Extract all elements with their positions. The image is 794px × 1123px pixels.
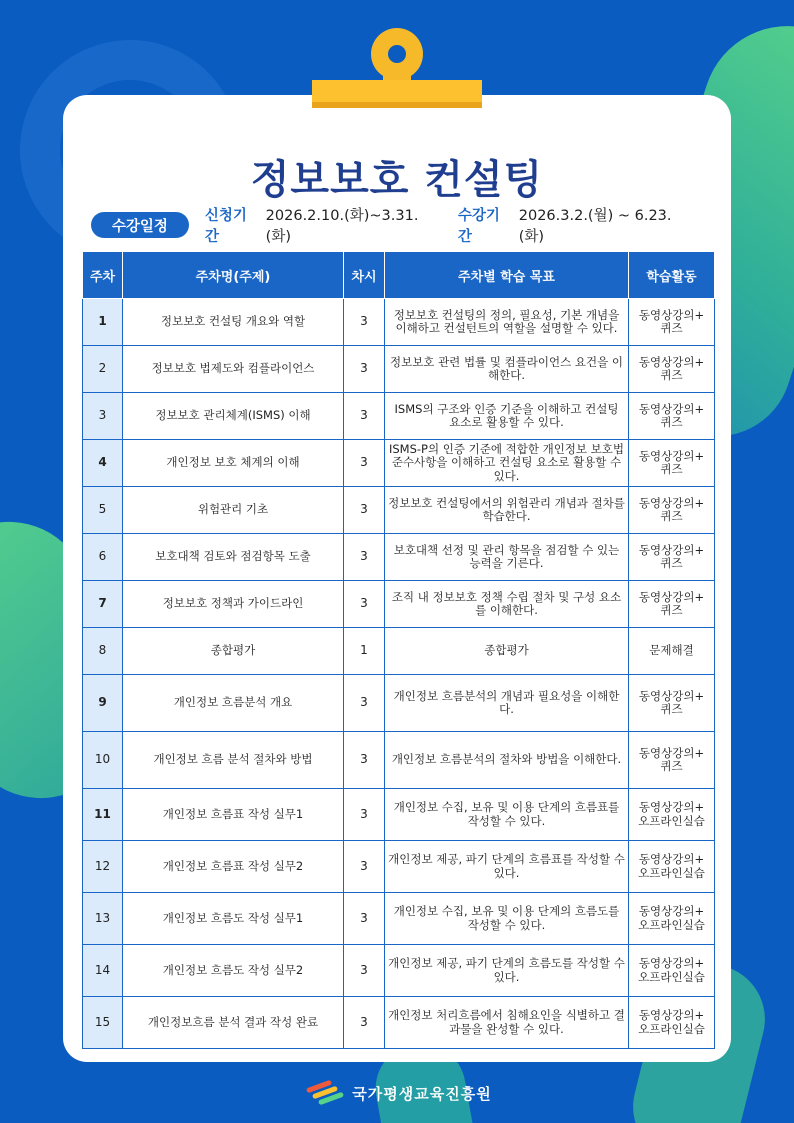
table-row xyxy=(83,393,715,440)
topic-cell: 정보보호 컨설팅 개요와 역할 xyxy=(123,299,344,346)
header-goal: 주차별 학습 목표 xyxy=(385,252,629,299)
table-row xyxy=(83,346,715,393)
table-row xyxy=(83,841,715,893)
table-row xyxy=(83,534,715,581)
activity-cell: 동영상강의+ 퀴즈 xyxy=(629,487,715,534)
topic-cell: 위험관리 기초 xyxy=(123,487,344,534)
goal-cell: ISMS-P의 인증 기준에 적합한 개인정보 보호법 준수사항을 이해하고 컨설팅 요소로 활용할 수 있다. xyxy=(385,440,629,487)
goal-cell: 개인정보 처리흐름에서 침해요인을 식별하고 결과물을 완성할 수 있다. xyxy=(385,997,629,1049)
activity-cell: 동영상강의+ 오프라인실습 xyxy=(629,789,715,841)
activity-cell: 동영상강의+ 퀴즈 xyxy=(629,346,715,393)
week-cell: 14 xyxy=(83,945,123,997)
table-row xyxy=(83,945,715,997)
activity-cell: 동영상강의+ 퀴즈 xyxy=(629,440,715,487)
hours-cell: 3 xyxy=(344,675,385,732)
header-activity: 학습활동 xyxy=(629,252,715,299)
hours-cell: 3 xyxy=(344,732,385,789)
topic-cell: 정보보호 법제도와 컴플라이언스 xyxy=(123,346,344,393)
course-period-label: 수강기간 xyxy=(457,208,500,245)
week-cell: 6 xyxy=(83,534,123,581)
page-title: 정보보호 컨설팅 xyxy=(250,157,544,203)
table-row xyxy=(83,675,715,732)
organization-logo-icon xyxy=(302,1082,346,1104)
hours-cell: 3 xyxy=(344,581,385,628)
goal-cell: 개인정보 수집, 보유 및 이용 단계의 흐름표를 작성할 수 있다. xyxy=(385,789,629,841)
goal-cell: ISMS의 구조와 인증 기준을 이해하고 컨설팅 요소로 활용할 수 있다. xyxy=(385,393,629,440)
topic-cell: 개인정보 흐름표 작성 실무2 xyxy=(123,841,344,893)
week-cell: 15 xyxy=(83,997,123,1049)
goal-cell: 개인정보 제공, 파기 단계의 흐름표를 작성할 수 있다. xyxy=(385,841,629,893)
week-cell: 10 xyxy=(83,732,123,789)
topic-cell: 개인정보흐름 분석 결과 작성 완료 xyxy=(123,997,344,1049)
hours-cell: 3 xyxy=(344,393,385,440)
curriculum-table xyxy=(82,251,715,1049)
week-cell: 3 xyxy=(83,393,123,440)
schedule-info xyxy=(91,208,711,245)
week-cell: 12 xyxy=(83,841,123,893)
goal-cell: 개인정보 흐름분석의 절차와 방법을 이해한다. xyxy=(385,732,629,789)
activity-cell: 동영상강의+ 오프라인실습 xyxy=(629,841,715,893)
activity-cell: 동영상강의+ 퀴즈 xyxy=(629,675,715,732)
hours-cell: 3 xyxy=(344,534,385,581)
topic-cell: 종합평가 xyxy=(123,628,344,675)
activity-cell: 동영상강의+ 퀴즈 xyxy=(629,581,715,628)
activity-cell: 동영상강의+ 오프라인실습 xyxy=(629,997,715,1049)
topic-cell: 보호대책 검토와 점검항목 도출 xyxy=(123,534,344,581)
hours-cell: 3 xyxy=(344,789,385,841)
table-row xyxy=(83,487,715,534)
week-cell: 8 xyxy=(83,628,123,675)
goal-cell: 개인정보 수집, 보유 및 이용 단계의 흐름도를 작성할 수 있다. xyxy=(385,893,629,945)
week-cell: 11 xyxy=(83,789,123,841)
hours-cell: 3 xyxy=(344,841,385,893)
table-row xyxy=(83,997,715,1049)
apply-period-label: 신청기간 xyxy=(204,208,247,245)
apply-period-value: 2026.2.10.(화)~3.31.(화) xyxy=(265,208,419,245)
hours-cell: 3 xyxy=(344,346,385,393)
schedule-badge: 수강일정 xyxy=(91,212,189,238)
header-topic: 주차명(주제) xyxy=(123,252,344,299)
week-cell: 1 xyxy=(83,299,123,346)
goal-cell: 개인정보 흐름분석의 개념과 필요성을 이해한다. xyxy=(385,675,629,732)
table-row xyxy=(83,581,715,628)
activity-cell: 문제해결 xyxy=(629,628,715,675)
topic-cell: 정보보호 관리체계(ISMS) 이해 xyxy=(123,393,344,440)
activity-cell: 동영상강의+ 퀴즈 xyxy=(629,534,715,581)
hours-cell: 3 xyxy=(344,487,385,534)
goal-cell: 정보보호 컨설팅의 정의, 필요성, 기본 개념을 이해하고 컨설턴트의 역할을 설명할 수 있다. xyxy=(385,299,629,346)
activity-cell: 동영상강의+ 퀴즈 xyxy=(629,732,715,789)
week-cell: 9 xyxy=(83,675,123,732)
table-row xyxy=(83,893,715,945)
table-row xyxy=(83,628,715,675)
clipboard-clip-bar xyxy=(312,80,482,108)
course-period-value: 2026.3.2.(월) ~ 6.23.(화) xyxy=(518,208,672,245)
week-cell: 7 xyxy=(83,581,123,628)
table-row xyxy=(83,299,715,346)
hours-cell: 3 xyxy=(344,997,385,1049)
week-cell: 5 xyxy=(83,487,123,534)
topic-cell: 개인정보 흐름표 작성 실무1 xyxy=(123,789,344,841)
hours-cell: 3 xyxy=(344,440,385,487)
topic-cell: 개인정보 흐름분석 개요 xyxy=(123,675,344,732)
topic-cell: 개인정보 흐름도 작성 실무2 xyxy=(123,945,344,997)
hours-cell: 3 xyxy=(344,945,385,997)
topic-cell: 개인정보 흐름도 작성 실무1 xyxy=(123,893,344,945)
hours-cell: 3 xyxy=(344,299,385,346)
table-row xyxy=(83,789,715,841)
goal-cell: 정보보호 컨설팅에서의 위험관리 개념과 절차를 학습한다. xyxy=(385,487,629,534)
activity-cell: 동영상강의+ 오프라인실습 xyxy=(629,893,715,945)
table-row xyxy=(83,732,715,789)
week-cell: 13 xyxy=(83,893,123,945)
goal-cell: 정보보호 관련 법률 및 컴플라이언스 요건을 이해한다. xyxy=(385,346,629,393)
goal-cell: 조직 내 정보보호 정책 수립 절차 및 구성 요소를 이해한다. xyxy=(385,581,629,628)
week-cell: 4 xyxy=(83,440,123,487)
organization-name: 국가평생교육진흥원 xyxy=(352,1084,492,1103)
table-row xyxy=(83,440,715,487)
table-header-row xyxy=(83,252,715,299)
goal-cell: 보호대책 선정 및 관리 항목을 점검할 수 있는 능력을 기른다. xyxy=(385,534,629,581)
hours-cell: 1 xyxy=(344,628,385,675)
hours-cell: 3 xyxy=(344,893,385,945)
header-week: 주차 xyxy=(83,252,123,299)
activity-cell: 동영상강의+ 퀴즈 xyxy=(629,299,715,346)
topic-cell: 개인정보 보호 체계의 이해 xyxy=(123,440,344,487)
topic-cell: 정보보호 정책과 가이드라인 xyxy=(123,581,344,628)
goal-cell: 종합평가 xyxy=(385,628,629,675)
goal-cell: 개인정보 제공, 파기 단계의 흐름도를 작성할 수 있다. xyxy=(385,945,629,997)
activity-cell: 동영상강의+ 오프라인실습 xyxy=(629,945,715,997)
topic-cell: 개인정보 흐름 분석 절차와 방법 xyxy=(123,732,344,789)
week-cell: 2 xyxy=(83,346,123,393)
activity-cell: 동영상강의+ 퀴즈 xyxy=(629,393,715,440)
header-hours: 차시 xyxy=(344,252,385,299)
footer xyxy=(0,1078,794,1108)
